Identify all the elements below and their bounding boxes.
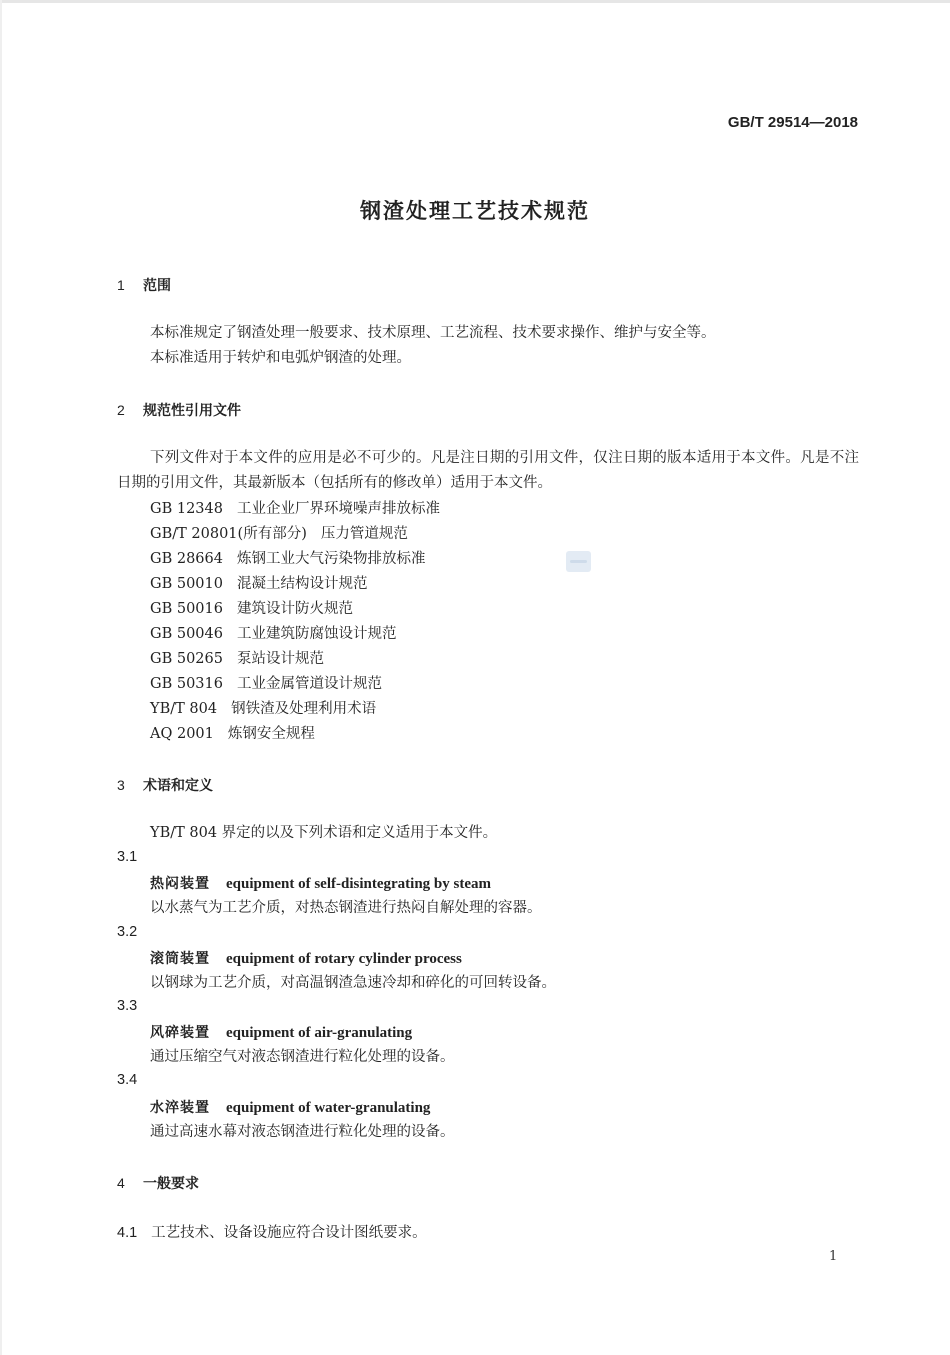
section-2-intro: 下列文件对于本文件的应用是必不可少的。凡是注日期的引用文件，仅注日期的版本适用于本文件。凡是不注日期的引用文件，其最新版本（包括所有的修改单）适用于本文件。 bbox=[117, 450, 859, 491]
reference-code: GB/T 20801(所有部分) bbox=[150, 526, 307, 542]
reference-code: GB 50016 bbox=[150, 601, 223, 617]
term-definition: 通过高速水幕对液态钢渣进行粒化处理的设备。 bbox=[150, 1124, 455, 1140]
reference-item bbox=[150, 672, 382, 693]
term-number: 3.4 bbox=[117, 1072, 138, 1088]
reference-item bbox=[150, 572, 367, 593]
term-definition: 以水蒸气为工艺介质，对热态钢渣进行热闷自解处理的容器。 bbox=[150, 900, 542, 916]
reference-code: GB 50316 bbox=[150, 676, 223, 692]
page-top-edge bbox=[0, 0, 950, 3]
watermark-stamp bbox=[566, 551, 591, 572]
term-heading bbox=[150, 1022, 412, 1042]
term-english: equipment of water-granulating bbox=[226, 1100, 431, 1116]
term-heading bbox=[150, 948, 462, 968]
section-1-paragraph: 本标准适用于转炉和电弧炉钢渣的处理。 bbox=[150, 350, 411, 366]
term-number: 3.3 bbox=[117, 998, 138, 1014]
clause-4-1 bbox=[117, 1221, 427, 1242]
reference-title: 建筑设计防火规范 bbox=[236, 601, 353, 617]
reference-title: 钢铁渣及处理利用术语 bbox=[231, 701, 377, 717]
term-chinese: 水淬装置 bbox=[150, 1100, 210, 1116]
term-heading bbox=[150, 1097, 430, 1117]
term-definition: 通过压缩空气对液态钢渣进行粒化处理的设备。 bbox=[150, 1049, 455, 1065]
reference-item bbox=[150, 722, 315, 743]
reference-code: GB 50046 bbox=[150, 626, 223, 642]
reference-code: GB 50265 bbox=[150, 651, 223, 667]
reference-item bbox=[150, 497, 440, 518]
section-2-heading bbox=[117, 400, 241, 420]
page-number: 1 bbox=[829, 1249, 838, 1264]
reference-title: 工业建筑防腐蚀设计规范 bbox=[236, 626, 397, 642]
term-number: 3.1 bbox=[117, 849, 138, 865]
term-number: 3.2 bbox=[117, 924, 138, 940]
section-number: 4 bbox=[117, 1175, 125, 1191]
reference-item bbox=[150, 547, 425, 568]
term-heading bbox=[150, 873, 491, 893]
reference-item bbox=[150, 597, 353, 618]
document-title: 钢渣处理工艺技术规范 bbox=[360, 199, 590, 223]
term-english: equipment of air-granulating bbox=[226, 1025, 413, 1041]
section-title: 范围 bbox=[143, 278, 171, 294]
section-3-intro: YB/T 804 界定的以及下列术语和定义适用于本文件。 bbox=[150, 825, 498, 841]
term-chinese: 风碎装置 bbox=[150, 1025, 210, 1041]
reference-title: 炼钢工业大气污染物排放标准 bbox=[236, 551, 426, 567]
term-english: equipment of self-disintegrating by steam bbox=[226, 876, 491, 892]
reference-code: GB 12348 bbox=[150, 501, 223, 517]
section-1-paragraph: 本标准规定了钢渣处理一般要求、技术原理、工艺流程、技术要求操作、维护与安全等。 bbox=[150, 325, 716, 341]
section-number: 1 bbox=[117, 277, 125, 293]
term-definition: 以钢球为工艺介质，对高温钢渣急速冷却和碎化的可回转设备。 bbox=[150, 975, 556, 991]
reference-title: 压力管道规范 bbox=[320, 526, 408, 542]
reference-code: YB/T 804 bbox=[150, 701, 218, 717]
term-english: equipment of rotary cylinder process bbox=[226, 951, 462, 967]
reference-title: 工业企业厂界环境噪声排放标准 bbox=[236, 501, 440, 517]
reference-item bbox=[150, 697, 376, 718]
reference-item bbox=[150, 522, 408, 543]
section-title: 一般要求 bbox=[143, 1176, 199, 1192]
reference-title: 工业金属管道设计规范 bbox=[236, 676, 382, 692]
clause-number: 4.1 bbox=[117, 1225, 138, 1241]
section-1-heading bbox=[117, 275, 171, 295]
section-3-heading bbox=[117, 775, 213, 795]
section-number: 2 bbox=[117, 402, 125, 418]
reference-code: GB 28664 bbox=[150, 551, 223, 567]
term-chinese: 热闷装置 bbox=[150, 876, 210, 892]
section-title: 术语和定义 bbox=[143, 778, 213, 794]
section-4-heading bbox=[117, 1173, 199, 1193]
section-number: 3 bbox=[117, 777, 125, 793]
term-chinese: 滚筒装置 bbox=[150, 951, 210, 967]
reference-item bbox=[150, 622, 396, 643]
reference-code: GB 50010 bbox=[150, 576, 223, 592]
reference-code: AQ 2001 bbox=[150, 726, 214, 742]
section-title: 规范性引用文件 bbox=[143, 403, 241, 419]
standard-number: GB/T 29514—2018 bbox=[727, 114, 858, 131]
reference-title: 混凝土结构设计规范 bbox=[236, 576, 368, 592]
reference-title: 炼钢安全规程 bbox=[227, 726, 315, 742]
reference-title: 泵站设计规范 bbox=[236, 651, 324, 667]
clause-text: 工艺技术、设备设施应符合设计图纸要求。 bbox=[151, 1225, 427, 1241]
reference-item bbox=[150, 647, 324, 668]
